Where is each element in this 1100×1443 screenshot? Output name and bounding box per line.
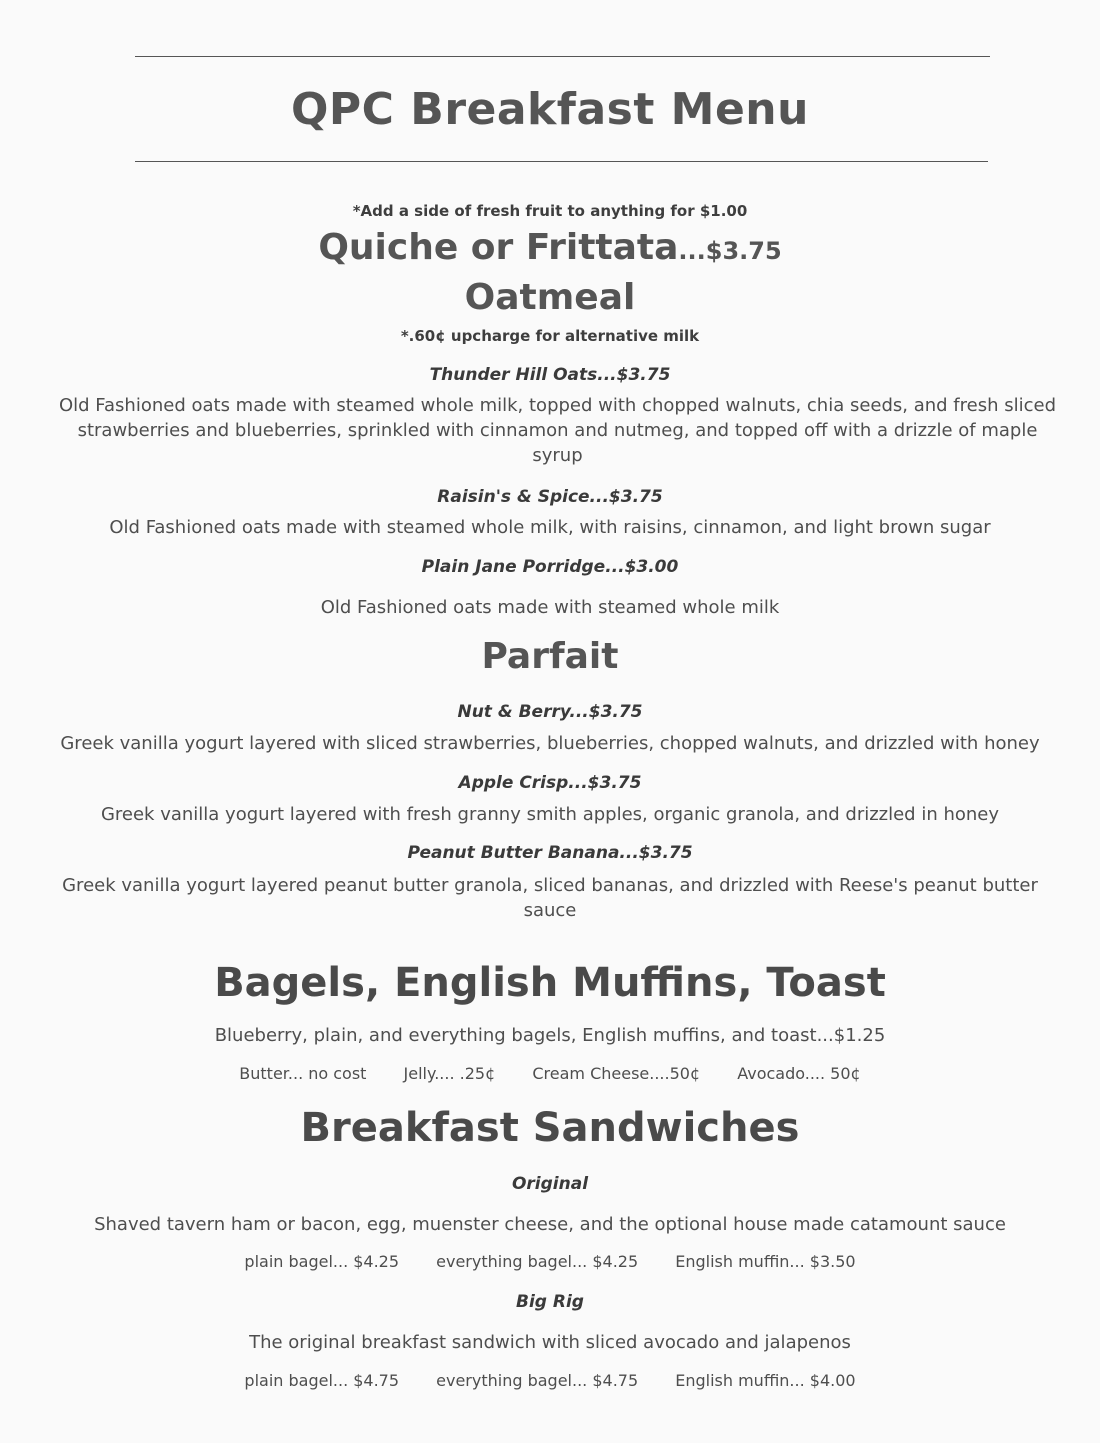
oatmeal-item-desc: Old Fashioned oats made with steamed whole milk [320,597,780,618]
bagels-heading: Bagels, English Muffins, Toast [214,960,886,1006]
parfait-item-name: Nut & Berry...$3.75 [457,702,643,722]
oatmeal-heading: Oatmeal [464,277,636,318]
quiche-name: Quiche or Frittata [318,227,679,268]
parfait-item-desc: Greek vanilla yogurt layered peanut butter granola, sliced bananas, and drizzled with Reese's peanut butter sauce [62,875,1038,921]
parfait-item-desc: Greek vanilla yogurt layered with sliced strawberries, blueberries, chopped walnuts, and drizzled with honey [60,733,1040,754]
oatmeal-item-desc: Old Fashioned oats made with steamed whole milk, with raisins, cinnamon, and light brown sugar [109,517,991,538]
sandwich-options [0,1371,1100,1390]
bagels-desc: Blueberry, plain, and everything bagels, English muffins, and toast...$1.25 [214,1025,886,1046]
sandwiches-heading: Breakfast Sandwiches [300,1105,800,1151]
oatmeal-item-name: Plain Jane Porridge...$3.00 [421,557,679,577]
oatmeal-item-name: Thunder Hill Oats...$3.75 [429,365,671,385]
option-plain-bagel: plain bagel... $4.25 [244,1252,400,1271]
parfait-heading: Parfait [481,636,619,677]
parfait-item-name: Apple Crisp...$3.75 [458,773,642,793]
quiche-heading [0,227,1100,268]
addon-jelly: Jelly.... .25¢ [403,1064,496,1083]
parfait-item-name: Peanut Butter Banana...$3.75 [407,843,693,863]
addon-butter: Butter... no cost [239,1064,367,1083]
option-everything-bagel: everything bagel... $4.75 [436,1371,639,1390]
addon-cream-cheese: Cream Cheese....50¢ [532,1064,701,1083]
oatmeal-item-name: Raisin's & Spice...$3.75 [437,487,663,507]
oatmeal-milk-note: *.60¢ upcharge for alternative milk [400,327,700,345]
sandwich-name: Original [511,1174,589,1194]
oatmeal-item-desc: Old Fashioned oats made with steamed whole milk, topped with chopped walnuts, chia seeds, and fresh sliced strawberries and blueberries, sprinkled with cinnamon and nutmeg, and topped off with a drizzle of maple syrup [58,395,1057,466]
parfait-item-desc: Greek vanilla yogurt layered with fresh granny smith apples, organic granola, and drizzled in honey [100,804,1000,825]
title-rule [135,161,988,162]
option-everything-bagel: everything bagel... $4.25 [436,1252,639,1271]
addon-avocado: Avocado.... 50¢ [737,1064,861,1083]
sandwich-name: Big Rig [516,1292,584,1312]
fruit-note: *Add a side of fresh fruit to anything for $1.00 [352,202,748,220]
option-plain-bagel: plain bagel... $4.75 [244,1371,400,1390]
sandwich-desc: Shaved tavern ham or bacon, egg, muenster cheese, and the optional house made catamount sauce [94,1214,1006,1235]
page-title: QPC Breakfast Menu [291,84,809,135]
option-english-muffin: English muffin... $3.50 [675,1252,856,1271]
quiche-price: ...$3.75 [678,237,782,265]
sandwich-options [0,1252,1100,1271]
bagels-addons [0,1064,1100,1083]
top-rule [135,56,990,57]
sandwich-desc: The original breakfast sandwich with sliced avocado and jalapenos [249,1332,851,1353]
option-english-muffin: English muffin... $4.00 [675,1371,856,1390]
